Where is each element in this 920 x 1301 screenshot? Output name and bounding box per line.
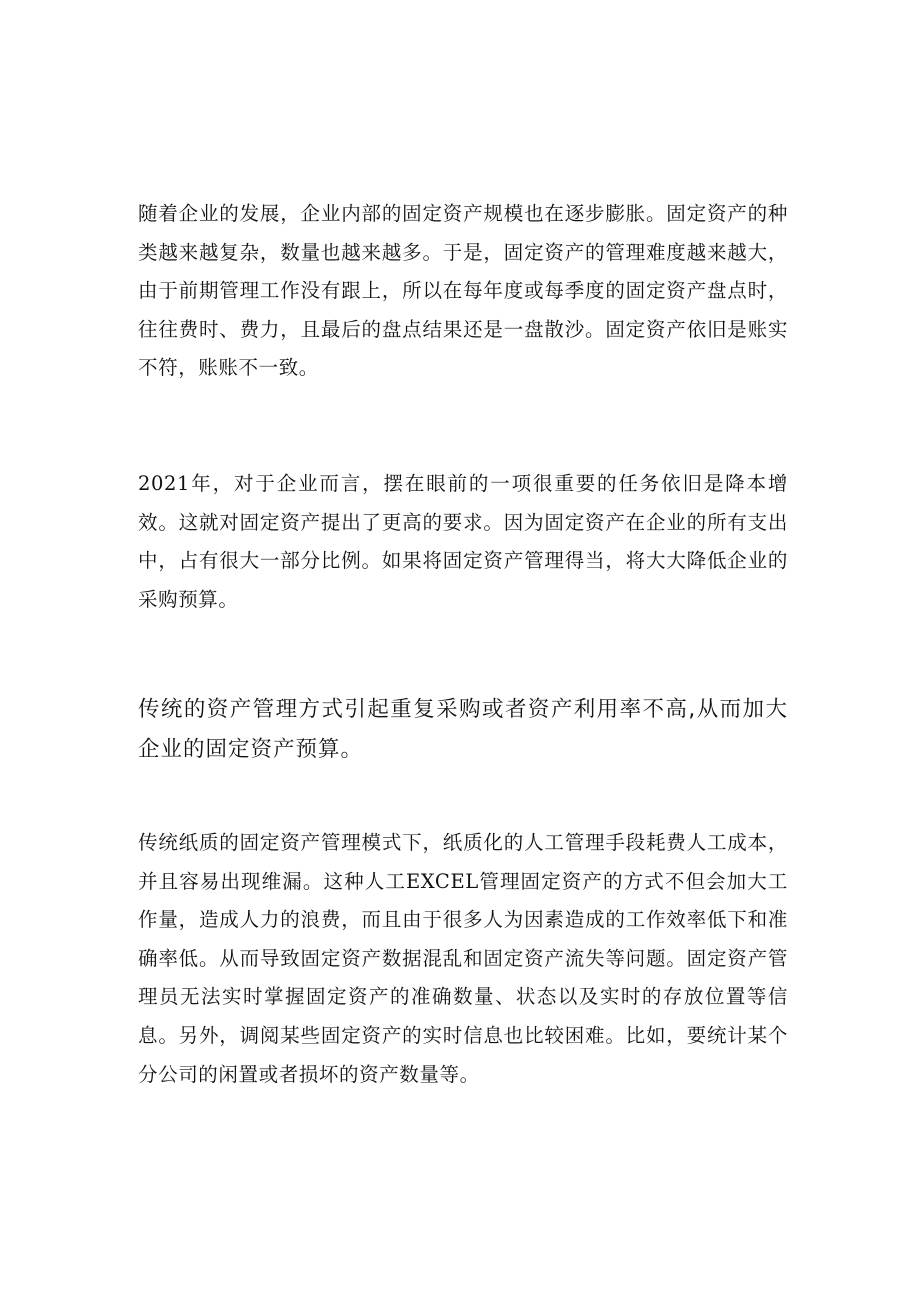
paragraph-traditional-management: 传统的资产管理方式引起重复采购或者资产利用率不高,从而加大企业的固定资产预算。 [138,697,788,762]
paragraph-asset-growth: 随着企业的发展，企业内部的固定资产规模也在逐步膨胀。固定资产的种类越来越复杂，数量也越来越多。于是，固定资产的管理难度越来越大，由于前期管理工作没有跟上，所以在每年度或每季度的固定资产盘点时，往往费时、费力，且最后的盘点结果还是一盘散沙。固定资产依旧是账实不符，账账不一致。 [138,202,788,380]
paragraph-cost-reduction-2021: 2021年，对于企业而言，摆在眼前的一项很重要的任务依旧是降本增效。这就对固定资产提出了更高的要求。因为固定资产在企业的所有支出中，占有很大一部分比例。如果将固定资产管理得当，将大大降低企业的采购预算。 [138,472,788,611]
paragraph-paper-based-model: 传统纸质的固定资产管理模式下，纸质化的人工管理手段耗费人工成本，并且容易出现维漏。这种人工EXCEL管理固定资产的方式不但会加大工作量，造成人力的浪费，而且由于很多人为因素造成的工作效率低下和准确率低。从而导致固定资产数据混乱和固定资产流失等问题。固定资产管理员无法实时掌握固定资产的准确数量、状态以及实时的存放位置等信息。另外，调阅某些固定资产的实时信息也比较困难。比如，要统计某个分公司的闲置或者损坏的资产数量等。 [138,831,788,1086]
